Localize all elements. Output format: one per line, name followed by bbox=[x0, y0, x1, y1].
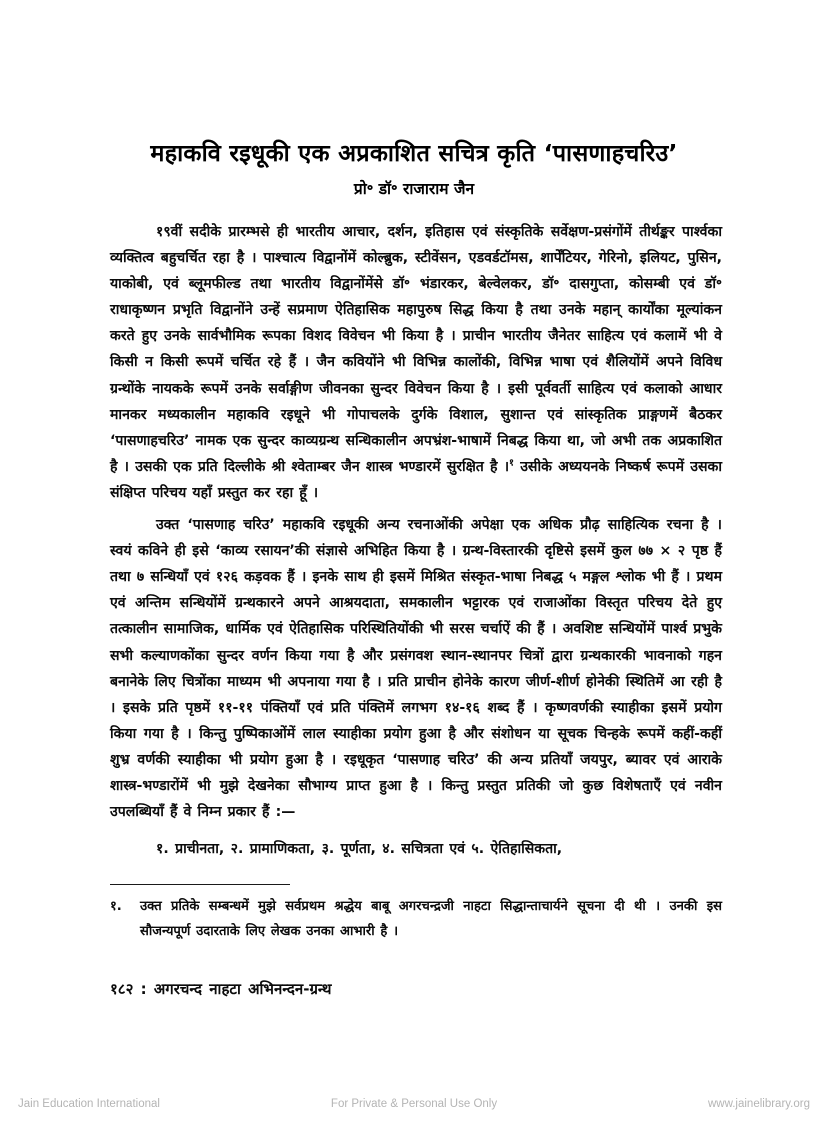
paragraph-1-text: १९वीं सदीके प्रारम्भसे ही भारतीय आचार, दर्शन, इतिहास एवं संस्कृतिके सर्वेक्षण-प्रसंगोंमें तीर्थङ्कर पार्श्वका व्यक्तित्व बहुचर्चित रहा है । पाश्चात्य विद्वानोंमें कोल्ब्रुक, स्टीवेंसन, एडवर्डटॉमस, शार्पेंटियर, गेरिनो, इलियट, पुसिन, याकोबी, एवं ब्लूमफील्ड तथा भारतीय विद्वानोंमेंसे डॉ॰ भंडारकर, बेल्वेलकर, डॉ॰ दासगुप्ता, कोसम्बी एवं डॉ॰ राधाकृष्णन प्रभृति विद्वानोंने उन्हें सप्रमाण ऐतिहासिक महापुरुष सिद्ध किया है तथा उनके महान् कार्योंका मूल्यांकन करते हुए उनके सार्वभौमिक रूपका विशद विवेचन भी किया है । प्राचीन भारतीय जैनेतर साहित्य एवं कलामें भी वे किसी न किसी रूपमें चर्चित रहे हैं । जैन कवियोंने भी विभिन्न कालोंकी, विभिन्न भाषा एवं शैलियोंमें अपने विविध ग्रन्थोंके नायकके रूपमें उनके सर्वाङ्गीण जीवनका सुन्दर विवेचन किया है । इसी पूर्ववर्ती साहित्य एवं कलाको आधार मानकर मध्यकालीन महाकवि रइधूने भी गोपाचलके दुर्गके विशाल, सुशान्त एवं सांस्कृतिक प्राङ्गणमें बैठकर ‘पासणाहचरिउ’ नामक एक सुन्दर काव्यग्रन्थ सन्धिकालीन अपभ्रंश-भाषामें निबद्ध किया था, जो अभी तक अप्रकाशित है । उसकी एक प्रति दिल्लीके श्री श्वेताम्बर जैन शास्त्र भण्डारमें सुरक्षित है । bbox=[110, 224, 722, 475]
scan-footer-usage-notice: For Private & Personal Use Only bbox=[330, 1097, 498, 1110]
scan-footer-organization: Jain Education International bbox=[18, 1097, 160, 1110]
footnote-reference-marker[interactable]: १ bbox=[509, 457, 514, 469]
page-title: महाकवि रइधूकी एक अप्रकाशित सचित्र कृति ‘पासणाहचरिउ’ bbox=[150, 139, 678, 167]
footnote-separator-rule bbox=[110, 884, 290, 885]
feature-list-line: १. प्राचीनता, २. प्रामाणिकता, ३. पूर्णता, ४. सचित्रता एवं ५. ऐतिहासिकता, bbox=[156, 841, 563, 858]
footnote-marker: १. bbox=[110, 899, 122, 915]
scan-footer-website[interactable]: www.jainelibrary.org bbox=[707, 1097, 810, 1110]
page-reference-line: १८२ : अगरचन्द नाहटा अभिनन्दन-ग्रन्थ bbox=[110, 980, 332, 999]
body-text-area bbox=[110, 219, 722, 999]
footnote-entry bbox=[110, 894, 722, 944]
author-byline: प्रो॰ डॉ॰ राजाराम जैन bbox=[353, 179, 475, 198]
paragraph-1 bbox=[110, 219, 722, 506]
paragraph-1-text-continued: उसीके अध्ययनके निष्कर्ष रूपमें उसका संक्षिप्त परिचय यहाँ प्रस्तुत कर रहा हूँ । bbox=[110, 458, 722, 501]
title-block bbox=[0, 138, 828, 199]
scan-footer-bar bbox=[0, 1085, 828, 1122]
paragraph-2: उक्त ‘पासणाह चरिउ’ महाकवि रइधूकी अन्य रचनाओंकी अपेक्षा एक अधिक प्रौढ़ साहित्यिक रचना है । स्वयं कविने ही इसे ‘काव्य रसायन’की संज्ञासे अभिहित किया है । ग्रन्थ-विस्तारकी दृष्टिसे इसमें कुल ७७ × २ पृष्ठ हैं तथा ७ सन्धियाँ एवं १२६ कड़वक हैं । इनके साथ ही इसमें मिश्रित संस्कृत-भाषा निबद्ध ५ मङ्गल श्लोक भी हैं । प्रथम एवं अन्तिम सन्धियोंमें ग्रन्थकारने अपने आश्रयदाता, समकालीन भट्टारक एवं राजाओंका विस्तृत परिचय देते हुए तत्कालीन सामाजिक, धार्मिक एवं ऐतिहासिक परिस्थितियोंकी भी सरस चर्चाऐं की हैं । अवशिष्ट सन्धियोंमें पार्श्व प्रभुके सभी कल्याणकोंका सुन्दर वर्णन किया गया है और प्रसंगवश स्थान-स्थानपर चित्रों द्वारा ग्रन्थकारकी भावनाको गहन बनानेके लिए चित्रोंका माध्यम भी अपनाया गया है । प्रति प्राचीन होनेके कारण जीर्ण-शीर्ण होनेकी स्थितिमें आ रही है । इसके प्रति पृष्ठमें ११-११ पंक्तियाँ एवं प्रति पंक्तिमें लगभग १४-१६ शब्द हैं । कृष्णवर्णकी स्याहीका इसमें प्रयोग किया गया है । किन्तु पुष्पिकाओंमें लाल स्याहीका प्रयोग हुआ है और संशोधन या सूचक चिन्हके रूपमें कहीं-कहीं शुभ्र वर्णकी स्याहीका भी प्रयोग हुआ है । रइधूकृत ‘पासणाह चरिउ’ की अन्य प्रतियाँ जयपुर, ब्यावर एवं आराके शास्त्र-भण्डारोंमें भी मुझे देखनेका सौभाग्य प्राप्त हुआ है । किन्तु प्रस्तुत प्रतिकी जो कुछ विशेषताएँ एवं नवीन उपलब्धियाँ हैं वे निम्न प्रकार हैं :— bbox=[110, 517, 722, 821]
footnote-text: उक्त प्रतिके सम्बन्धमें मुझे सर्वप्रथम श्रद्धेय बाबू अगरचन्द्रजी नाहटा सिद्धान्ताचार्यने सूचना दी थी । उनकी इस सौजन्यपूर्ण उदारताके लिए लेखक उनका आभारी है । bbox=[140, 899, 722, 940]
